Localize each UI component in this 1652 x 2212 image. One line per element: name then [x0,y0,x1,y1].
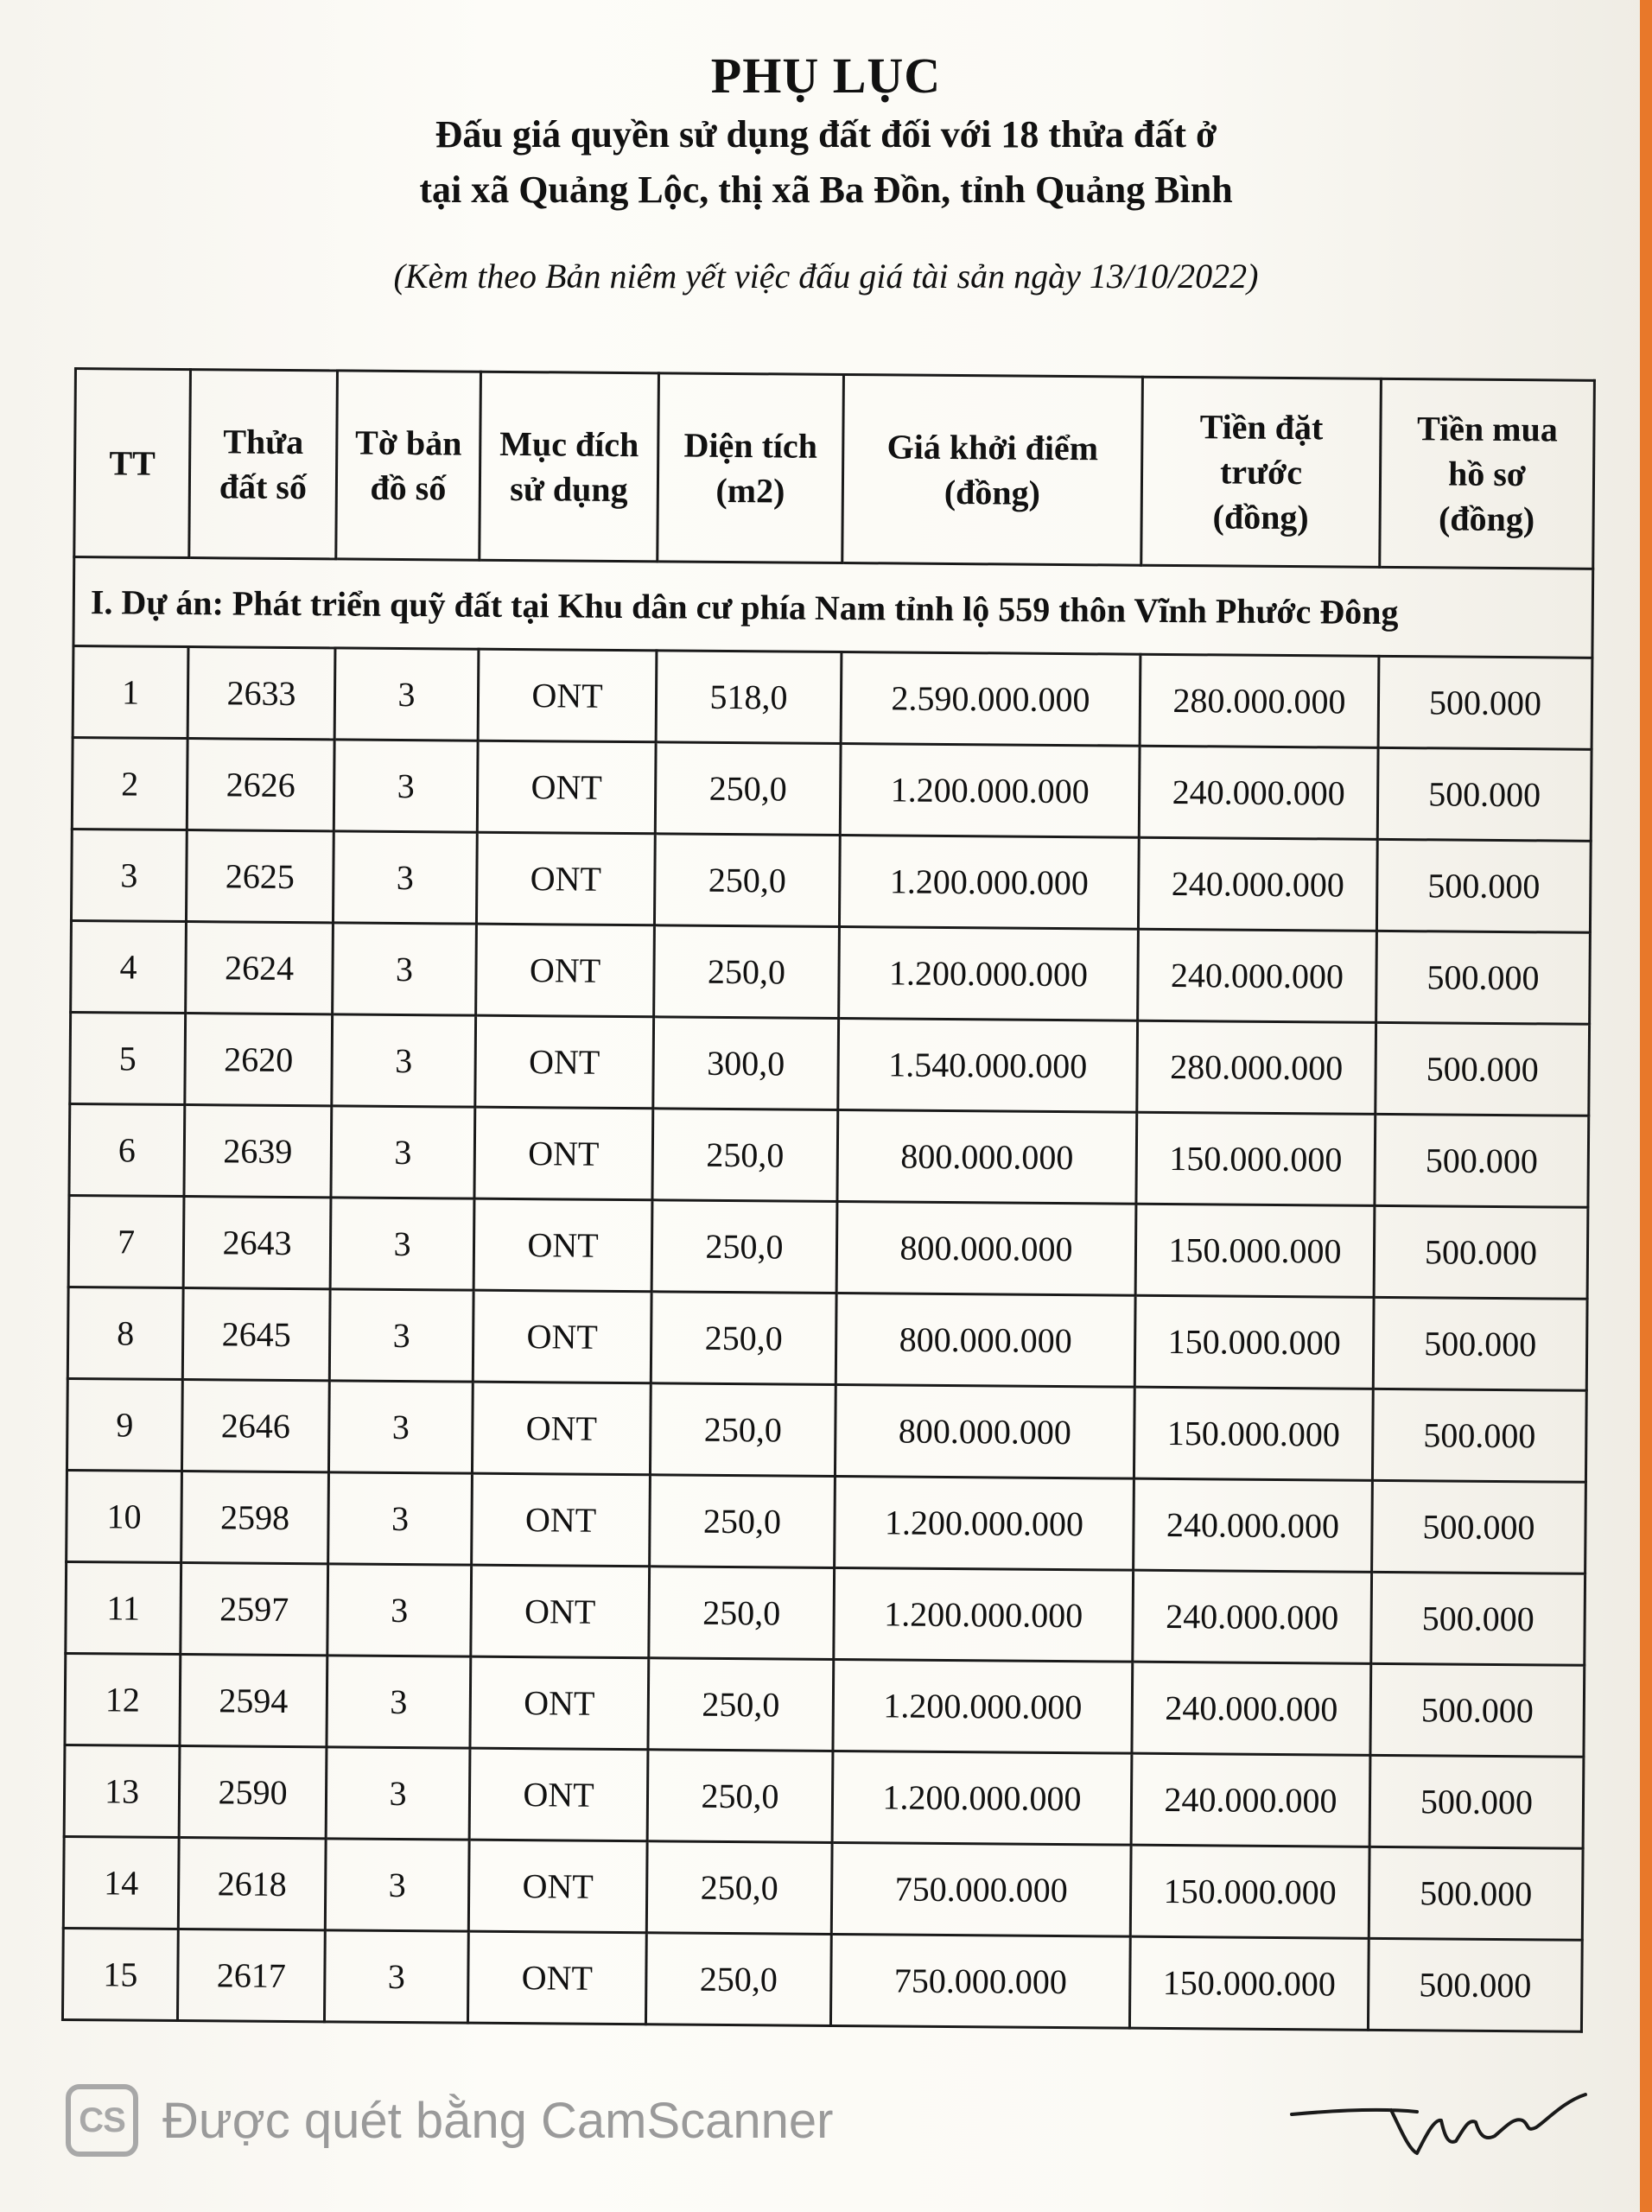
table-cell: 3 [324,1930,468,2023]
column-header-line: TT [109,442,156,483]
table-cell: 3 [326,1747,470,1840]
column-header-line: đồ số [370,467,447,507]
column-header-line: đất số [219,466,308,506]
column-header-line: sử dụng [510,468,628,509]
table-cell: ONT [471,1565,650,1658]
table-cell: 280.000.000 [1140,654,1379,747]
table-cell: 500.000 [1372,1480,1586,1573]
table-row [70,1012,1590,1116]
table-row [67,1378,1586,1482]
table-cell: 4 [71,920,187,1013]
table-cell: ONT [473,1198,652,1292]
table-row [65,1653,1585,1757]
table-cell: 7 [68,1195,184,1287]
column-header-line: trước [1219,451,1303,492]
table-cell: 1.200.000.000 [839,926,1139,1020]
table-cell: 250,0 [651,1292,836,1385]
table-cell: 250,0 [650,1383,836,1477]
table-cell: ONT [477,741,656,834]
table-cell: 2597 [181,1563,328,1656]
subtitle-line-2: tại xã Quảng Lộc, thị xã Ba Đồn, tỉnh Quảng Bình [419,168,1233,211]
table-cell: 250,0 [648,1658,834,1751]
table-cell: 800.000.000 [835,1384,1134,1478]
section-title: I. Dự án: Phát triển quỹ đất tại Khu dân cư phía Nam tỉnh lộ 559 thôn Vĩnh Phước Đông [73,557,1593,658]
section-row [73,557,1593,658]
handwritten-signature [1287,2067,1590,2162]
table-cell: 250,0 [645,1933,831,2026]
table-cell: 3 [327,1656,471,1748]
table-row [62,1928,1582,2031]
table-cell: 3 [325,1839,469,1931]
table-cell: 1.200.000.000 [833,1659,1133,1753]
column-header-line: Diện tích [683,425,818,466]
column-header-1 [189,370,338,559]
table-cell: ONT [470,1656,649,1750]
table-cell: 2643 [183,1197,331,1289]
table-cell: 500.000 [1378,656,1592,749]
table-cell: 150.000.000 [1134,1387,1373,1480]
table-cell: ONT [469,1748,648,1841]
table-cell: 150.000.000 [1134,1295,1374,1389]
table-cell: 500.000 [1369,1755,1584,1848]
column-header-line: Tiền đặt [1199,406,1324,447]
table-cell: 240.000.000 [1132,1662,1371,1755]
table-cell: 2625 [186,830,334,923]
table-cell: 1.200.000.000 [835,1476,1134,1570]
table-cell: 240.000.000 [1138,929,1377,1022]
table-cell: ONT [468,1840,647,1933]
table-cell: 250,0 [651,1200,837,1294]
table-cell: 500.000 [1375,1114,1589,1207]
table-cell: 3 [333,831,477,924]
table-cell: 2626 [187,739,334,831]
camscanner-watermark [66,2084,834,2157]
table-cell: 3 [330,1198,474,1290]
table-cell: 2620 [185,1014,333,1106]
table-cell: 750.000.000 [831,1842,1131,1936]
table-cell: 3 [71,829,187,921]
table-body [62,557,1592,2032]
table-cell: 500.000 [1372,1389,1586,1482]
table-cell: 250,0 [654,925,840,1019]
column-header-line: Thửa [223,421,304,461]
column-header-3 [480,372,659,562]
table-cell: 500.000 [1376,931,1591,1024]
land-plot-table [61,367,1596,2033]
table-cell: 500.000 [1373,1297,1587,1390]
table-cell: 2598 [181,1471,329,1564]
table-cell: 3 [334,648,479,741]
camscanner-logo-icon: CS [66,2084,138,2157]
column-header-line: (m2) [715,470,785,510]
table-cell: 15 [62,1928,178,2020]
table-cell: 13 [64,1745,180,1837]
table-cell: 2.590.000.000 [841,652,1141,746]
table-cell: 12 [65,1653,181,1745]
page-edge-strip [1640,0,1652,2212]
table-cell: ONT [467,1931,646,2024]
column-header-line: Tiền mua [1416,408,1558,448]
table-cell: 240.000.000 [1133,1570,1372,1663]
column-header-line: (đồng) [1438,498,1535,538]
table-cell: 250,0 [654,834,840,927]
table-row [72,737,1592,841]
table-row [63,1836,1583,1940]
table-cell: 2646 [181,1380,329,1472]
page-title: PHỤ LỤC [710,48,942,104]
table-cell: 150.000.000 [1135,1204,1375,1297]
table-cell: 250,0 [652,1109,838,1202]
column-header-2 [336,371,481,560]
table-row [73,646,1592,750]
table-cell: 250,0 [650,1475,836,1568]
table-cell: 150.000.000 [1136,1112,1376,1205]
table-cell: ONT [476,924,655,1017]
table-cell: 800.000.000 [836,1201,1136,1295]
table-cell: 240.000.000 [1138,837,1377,931]
column-header-line: Mục đích [499,423,639,464]
table-cell: ONT [478,649,657,742]
table-cell: 3 [328,1381,473,1473]
table-cell: 250,0 [649,1567,835,1660]
table-cell: 500.000 [1370,1663,1585,1757]
table-cell: 2639 [184,1105,332,1198]
table-cell: 1.540.000.000 [838,1018,1138,1112]
table-cell: 1 [73,646,188,739]
column-header-line: (đồng) [1212,496,1309,537]
table-cell: 11 [66,1561,181,1654]
table-cell: 3 [334,740,478,832]
table-cell: 150.000.000 [1129,1936,1369,2030]
table-cell: 8 [67,1287,183,1379]
table-cell: ONT [472,1382,651,1475]
table-cell: 500.000 [1376,839,1591,932]
table-cell: 500.000 [1371,1572,1585,1665]
table-cell: 800.000.000 [836,1293,1135,1387]
table-cell: 3 [329,1289,473,1382]
table-cell: 3 [328,1472,473,1565]
table-cell: 240.000.000 [1139,746,1378,839]
table-row [71,829,1591,932]
table-cell: ONT [472,1473,651,1567]
table-cell: 5 [70,1012,186,1104]
table-cell: 3 [333,923,477,1015]
table-cell: 300,0 [653,1017,839,1110]
table-cell: 800.000.000 [837,1109,1137,1204]
column-header-7 [1380,378,1595,569]
column-header-line: hồ sơ [1447,453,1527,493]
table-cell: 2645 [182,1288,330,1381]
table-cell: 250,0 [646,1841,832,1935]
table-cell: 9 [67,1378,182,1471]
table-cell: ONT [476,832,655,925]
table-cell: 500.000 [1369,1847,1583,1940]
table-cell: 2590 [179,1746,327,1839]
table-cell: 2624 [186,922,334,1014]
table-cell: 500.000 [1377,747,1592,841]
column-header-5 [842,374,1143,565]
table-row [68,1195,1588,1299]
table-cell: 150.000.000 [1130,1845,1369,1938]
table-cell: 240.000.000 [1134,1478,1373,1572]
table-row [67,1470,1586,1573]
column-header-6 [1141,377,1382,567]
table-cell: 500.000 [1376,1022,1590,1116]
table-cell: 518,0 [656,651,842,744]
table-cell: 1.200.000.000 [832,1751,1132,1845]
table-row [67,1287,1587,1390]
table-cell: ONT [473,1290,651,1383]
table-cell: ONT [474,1107,653,1200]
table-cell: 2618 [178,1838,326,1930]
table-cell: 750.000.000 [830,1934,1130,2028]
table-cell: 2633 [187,647,335,740]
attachment-note: (Kèm theo Bản niêm yết việc đấu giá tài sản ngày 13/10/2022) [393,257,1259,296]
document-header [0,45,1652,218]
table-cell: ONT [475,1015,654,1109]
table-cell: 2617 [177,1929,325,2022]
table-cell: 2 [72,737,187,830]
table-cell: 3 [327,1564,472,1656]
table-cell: 240.000.000 [1131,1753,1370,1847]
table-cell: 500.000 [1368,1938,1582,2031]
watermark-text: Được quét bằng CamScanner [162,2092,834,2149]
table-cell: 500.000 [1374,1205,1588,1299]
table-cell: 3 [331,1106,475,1198]
column-header-line: Giá khởi điểm [886,426,1099,467]
table-cell: 1.200.000.000 [834,1567,1134,1662]
subtitle-line-1: Đấu giá quyền sử dụng đất đối với 18 thửa đất ở [435,113,1217,156]
column-header-line: (đồng) [944,472,1041,512]
table-cell: 6 [69,1103,185,1196]
column-header-0 [74,369,191,558]
table-cell: 3 [332,1014,476,1107]
table-cell: 1.200.000.000 [839,835,1139,929]
table-cell: 10 [67,1470,182,1562]
table-cell: 1.200.000.000 [840,743,1140,837]
table-cell: 2594 [180,1655,327,1747]
table-row [69,1103,1589,1207]
table-row [71,920,1591,1024]
column-header-4 [658,373,844,563]
table-row [66,1561,1585,1665]
table-cell: 14 [63,1836,179,1929]
table-row [64,1745,1584,1848]
table-cell: 280.000.000 [1137,1020,1376,1114]
table-cell: 250,0 [655,742,841,836]
table-cell: 250,0 [647,1750,833,1843]
table-header-row [74,369,1595,569]
column-header-line: Tờ bản [354,423,462,463]
